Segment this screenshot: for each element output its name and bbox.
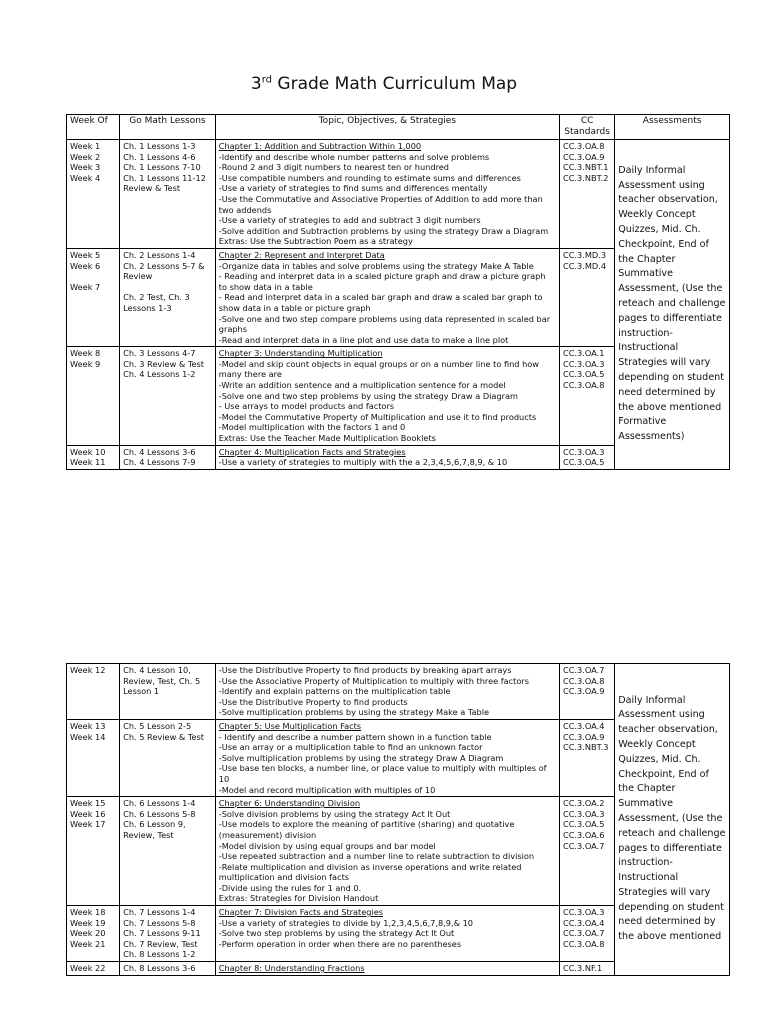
topics-cell	[215, 140, 559, 249]
assessments-cell: Daily Informal Assessment using teacher observation, Weekly Concept Quizzes, Mid. Ch. Checkpoint, End of the Chapter Summative Assessment, (Use the reteach and challenge pages to differentiate instruction- Instructional Strategies will vary depending on student need determined by the above mentioned Formative Assessments)	[615, 140, 730, 470]
standards-cell	[560, 347, 615, 445]
lessons-cell	[120, 664, 216, 720]
chapter-title: Chapter 3: Understanding Multiplication	[218, 348, 383, 359]
topics-cell	[215, 347, 559, 445]
standard-code: CC.3.NF.1	[563, 963, 603, 974]
standards-cell	[560, 962, 615, 976]
standard-code: CC.3.MD.4	[563, 260, 607, 271]
topic-line: -Use models to explore the meaning of partitive (sharing) and quotative (measurement) division	[218, 819, 515, 840]
chapter-title: Chapter 6: Understanding Division	[218, 798, 361, 809]
lesson-label: Ch. 6 Lesson 9, Review, Test	[123, 819, 186, 840]
lesson-label: Ch. 5 Lesson 2-5	[123, 720, 192, 731]
topic-line: -Solve one and two step compare problems using data represented in scaled bar graphs	[218, 313, 551, 335]
topic-line: -Divide using the rules for 1 and 0.	[218, 882, 362, 893]
topic-line: Extras: Strategies for Division Handout	[218, 893, 379, 904]
week-label: Week 4	[70, 172, 101, 183]
topic-line: - Use arrays to model products and factors	[218, 401, 395, 412]
standard-code: CC.3.OA.3	[563, 907, 605, 918]
standard-code: CC.3.OA.4	[563, 917, 605, 928]
lesson-label: Ch. 3 Review & Test Ch. 4 Lessons 1-2	[123, 358, 204, 380]
standard-code: CC.3.OA.8	[563, 141, 605, 151]
topic-line: -Perform operation in order when there are no parentheses	[218, 938, 462, 949]
week-cell	[67, 906, 120, 962]
table-row	[67, 140, 730, 249]
week-cell	[67, 140, 120, 249]
week-label: Week 17	[70, 819, 106, 830]
standard-code: CC.3.OA.2	[563, 798, 605, 809]
lesson-label: Ch. 2 Lessons 1-4	[123, 249, 196, 260]
week-label: Week 12	[70, 665, 106, 675]
standards-cell	[560, 906, 615, 962]
week-label: Week 6	[70, 260, 101, 271]
topic-line: -Use the Commutative and Associative Properties of Addition to add more than two addends	[218, 193, 543, 215]
assessments-cell: Daily Informal Assessment using teacher observation, Weekly Concept Quizzes, Mid. Ch. Checkpoint, End of the Chapter Summative Assessment, (Use the reteach and challenge pages to differentiate instruction- Instructional Strategies will vary depending on student need determined by the above mentioned	[615, 664, 730, 976]
lesson-label: Ch. 1 Lessons 4-6	[123, 151, 196, 162]
week-cell	[67, 248, 120, 346]
standards-cell	[560, 797, 615, 906]
header-week: Week Of	[67, 115, 120, 140]
week-label: Week 16	[70, 808, 106, 819]
lesson-label: Ch. 5 Review & Test	[123, 731, 204, 742]
topic-line: -Solve division problems by using the strategy Act It Out	[218, 808, 451, 819]
topic-line: -Solve multiplication problems by using the strategy Make a Table	[218, 707, 490, 718]
topics-cell	[215, 962, 559, 976]
topic-line: -Round 2 and 3 digit numbers to nearest ten or hundred	[218, 162, 449, 173]
standard-code: CC.3.OA.9	[563, 731, 605, 742]
topic-line: Extras: Use the Teacher Made Multiplication Booklets	[218, 433, 436, 444]
topic-line: -Model multiplication with the factors 1 and 0	[218, 422, 406, 433]
lesson-label: Ch. 7 Lessons 1-4	[123, 907, 196, 918]
standard-code: CC.3.OA.3	[563, 808, 605, 819]
header-cc: CC Standards	[560, 115, 615, 140]
topic-line: -Solve addition and Subtraction problems by using the strategy Draw a Diagram	[218, 225, 549, 236]
lesson-label: Ch. 6 Lessons 5-8	[123, 808, 196, 819]
topic-line: -Use a variety of strategies to multiply with the a 2,3,4,5,6,7,8,9, & 10	[218, 457, 508, 468]
header-lessons: Go Math Lessons	[120, 115, 216, 140]
topic-line: -Solve multiplication problems by using the strategy Draw A Diagram	[218, 752, 504, 763]
standard-code: CC.3.OA.8	[563, 938, 605, 949]
lesson-label: Ch. 4 Lessons 3-6	[123, 446, 196, 457]
standard-code: CC.3.NBT.2	[563, 172, 609, 183]
lessons-cell	[120, 906, 216, 962]
topic-line: -Solve two step problems by using the strategy Act It Out	[218, 928, 455, 939]
chapter-title: Chapter 8: Understanding Fractions	[218, 963, 365, 974]
topic-line: -Identify and describe whole number patterns and solve problems	[218, 151, 490, 162]
lesson-label: Ch. 7 Review, Test Ch. 8 Lessons 1-2	[123, 938, 198, 960]
table-row	[67, 664, 730, 720]
week-label: Week 18	[70, 907, 106, 918]
topic-line: -Relate multiplication and division as inverse operations and write related multiplication and division facts	[218, 861, 522, 883]
week-label: Week 2	[70, 151, 101, 162]
standards-cell	[560, 140, 615, 249]
week-cell	[67, 664, 120, 720]
lesson-label: Ch. 1 Lessons 1-3	[123, 141, 196, 151]
topic-line: -Use repeated subtraction and a number line to relate subtraction to division	[218, 851, 535, 862]
standard-code: CC.3.OA.8	[563, 380, 605, 391]
topic-line: -Write an addition sentence and a multiplication sentence for a model	[218, 380, 506, 391]
topic-line: -Use compatible numbers and rounding to estimate sums and differences	[218, 172, 521, 183]
week-label: Week 21	[70, 938, 106, 949]
lesson-label	[123, 282, 212, 293]
standards-cell	[560, 248, 615, 346]
topics-cell	[215, 906, 559, 962]
topic-line: -Use base ten blocks, a number line, or place value to multiply with multiples of 10	[218, 763, 547, 784]
lessons-cell	[120, 719, 216, 796]
standard-code: CC.3.OA.1	[563, 348, 605, 359]
lessons-cell	[120, 140, 216, 249]
week-cell	[67, 347, 120, 445]
standards-cell	[560, 664, 615, 720]
standard-code: CC.3.OA.5	[563, 369, 605, 380]
standard-code: CC.3.NBT.3	[563, 742, 609, 753]
page-title: 3rd Grade Math Curriculum Map	[250, 74, 518, 94]
week-label: Week 7	[70, 281, 101, 292]
lesson-label: Ch. 1 Lessons 11-12 Review & Test	[123, 172, 206, 194]
header-assessments: Assessments	[615, 115, 730, 140]
topic-line: -Use a variety of strategies to divide by 1,2,3,4,5,6,7,8,9,& 10	[218, 917, 474, 928]
lessons-cell	[120, 248, 216, 346]
topic-line: - Read and interpret data in a scaled bar graph and draw a scaled bar graph to show data in a table or picture graph	[218, 292, 543, 313]
lessons-cell	[120, 347, 216, 445]
lessons-cell	[120, 797, 216, 906]
standard-code: CC.3.OA.3	[563, 446, 605, 457]
standard-code: CC.3.OA.9	[563, 151, 605, 162]
topics-cell	[215, 664, 559, 720]
chapter-title: Chapter 4: Multiplication Facts and Strategies	[218, 446, 406, 457]
week-cell	[67, 797, 120, 906]
topic-line: -Solve one and two step problems by using the strategy Draw a Diagram	[218, 390, 519, 401]
lessons-cell	[120, 445, 216, 469]
standard-code: CC.3.OA.3	[563, 358, 605, 369]
table-header-row	[67, 115, 730, 140]
lessons-cell	[120, 962, 216, 976]
topic-line: -Model and skip count objects in equal groups or on a number line to find how many there are	[218, 358, 540, 380]
week-label: Week 3	[70, 162, 101, 173]
week-label: Week 13	[70, 720, 106, 731]
header-topics: Topic, Objectives, & Strategies	[215, 115, 559, 140]
topics-cell	[215, 797, 559, 906]
topic-line: -Use the Distributive Property to find products by breaking apart arrays	[218, 665, 512, 675]
week-label: Week 11	[70, 457, 106, 468]
standard-code: CC.3.OA.9	[563, 686, 605, 697]
topic-line: -Use an array or a multiplication table to find an unknown factor	[218, 742, 483, 753]
standard-code: CC.3.OA.4	[563, 720, 605, 731]
week-label: Week 14	[70, 731, 106, 742]
standards-cell	[560, 719, 615, 796]
week-label: Week 15	[70, 798, 106, 809]
topic-line: - Reading and interpret data in a scaled picture graph and draw a picture graph to show data in a table	[218, 271, 546, 292]
standards-cell	[560, 445, 615, 469]
standard-code: CC.3.OA.7	[563, 665, 605, 675]
standard-code: CC.3.NBT.1	[563, 162, 609, 173]
topic-line: -Identify and explain patterns on the multiplication table	[218, 686, 451, 697]
lesson-label: Ch. 2 Lessons 5-7 & Review	[123, 260, 205, 282]
lesson-label: Ch. 2 Test, Ch. 3 Lessons 1-3	[123, 292, 190, 313]
curriculum-table-2	[66, 663, 730, 976]
week-label: Week 22	[70, 963, 106, 974]
week-label: Week 19	[70, 917, 106, 928]
standard-code: CC.3.OA.5	[563, 819, 605, 830]
week-label: Week 9	[70, 358, 101, 369]
standard-code: CC.3.OA.6	[563, 829, 605, 840]
chapter-title: Chapter 5: Use Multiplication Facts	[218, 720, 362, 731]
standard-code: CC.3.OA.5	[563, 457, 605, 468]
week-label: Week 1	[70, 141, 101, 151]
topics-cell	[215, 719, 559, 796]
topic-line: -Model the Commutative Property of Multiplication and use it to find products	[218, 411, 537, 422]
lesson-label: Ch. 7 Lessons 5-8	[123, 917, 196, 928]
topic-line: -Model division by using equal groups and bar model	[218, 840, 436, 851]
standard-code: CC.3.MD.3	[563, 249, 607, 260]
topic-line: -Organize data in tables and solve problems using the strategy Make A Table	[218, 260, 534, 271]
standard-code: CC.3.OA.7	[563, 928, 605, 939]
week-cell	[67, 445, 120, 469]
topic-line: -Model and record multiplication with multiples of 10	[218, 784, 436, 795]
week-cell	[67, 962, 120, 976]
topic-line: -Use a variety of strategies to add and subtract 3 digit numbers	[218, 215, 481, 226]
curriculum-table-1	[66, 114, 730, 470]
topic-line: -Use the Distributive Property to find products	[218, 696, 408, 707]
lesson-label: Ch. 8 Lessons 3-6	[123, 963, 196, 974]
week-cell	[67, 719, 120, 796]
topic-line: -Use the Associative Property of Multiplication to multiply with three factors	[218, 675, 530, 686]
topic-line: -Read and interpret data in a line plot and use data to make a line plot	[218, 334, 509, 345]
lesson-label: Ch. 7 Lessons 9-11	[123, 928, 201, 939]
chapter-title: Chapter 1: Addition and Subtraction Within 1,000	[218, 141, 422, 151]
topics-cell	[215, 445, 559, 469]
week-label	[70, 271, 116, 282]
topic-line: - Identify and describe a number pattern shown in a function table	[218, 731, 492, 742]
topics-cell	[215, 248, 559, 346]
lesson-label: Ch. 4 Lesson 10, Review, Test, Ch. 5 Lesson 1	[123, 665, 201, 697]
week-label: Week 10	[70, 446, 106, 457]
week-label: Week 5	[70, 249, 101, 260]
chapter-title: Chapter 2: Represent and Interpret Data	[218, 249, 385, 260]
topic-line: -Use a variety of strategies to find sums and differences mentally	[218, 183, 488, 194]
chapter-title: Chapter 7: Division Facts and Strategies	[218, 907, 384, 918]
lesson-label: Ch. 3 Lessons 4-7	[123, 348, 196, 359]
week-label: Week 8	[70, 348, 101, 359]
standard-code: CC.3.OA.7	[563, 840, 605, 851]
topic-line: Extras: Use the Subtraction Poem as a strategy	[218, 236, 413, 247]
week-label: Week 20	[70, 928, 106, 939]
standard-code: CC.3.OA.8	[563, 675, 605, 686]
lesson-label: Ch. 1 Lessons 7-10	[123, 162, 201, 173]
lesson-label: Ch. 6 Lessons 1-4	[123, 798, 196, 809]
lesson-label: Ch. 4 Lessons 7-9	[123, 457, 196, 468]
